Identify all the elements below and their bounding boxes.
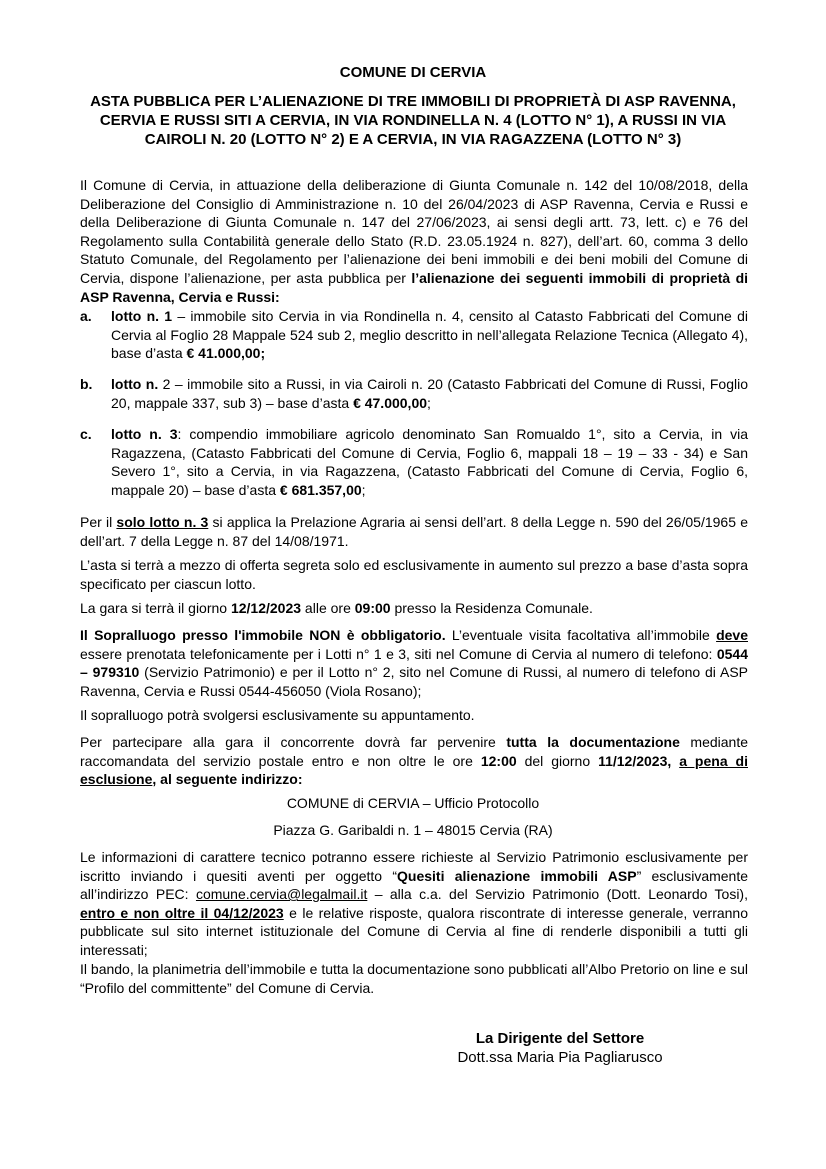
text: si applica la Prelazione Agraria ai sensi dell’art. 8 della Legge n. 590 del 26/05/1965 e dell’art. 7 della Legge n. 87 del 14/08/1971. bbox=[80, 514, 748, 549]
text: e le relative risposte, qualora riscontrate di interesse generale, verranno pubblicate sul sito internet istituzionale del Comune di Cervia al fine di renderle disponibili a tutti gli interessati; bbox=[80, 904, 748, 958]
quesiti-bold: Quesiti alienazione immobili ASP bbox=[397, 867, 637, 884]
bando-paragraph: Il bando, la planimetria dell’immobile e tutta la documentazione sono pubblicati all’Albo Pretorio on line e sul “Profilo del committente” del Comune di Cervia. bbox=[80, 961, 748, 996]
lot3-underline: solo lotto n. 3 bbox=[116, 514, 209, 530]
pena-underline: a pena di esclusione bbox=[80, 752, 748, 788]
lot-end: ; bbox=[361, 481, 366, 498]
text: Le informazioni di carattere tecnico potranno essere richieste al Servizio Patrimonio esclusivamente per iscritto inviando i quesiti aventi per oggetto “ bbox=[80, 849, 748, 884]
pec-email-link[interactable]: comune.cervia@legalmail.it bbox=[195, 886, 368, 903]
lot-price: € 47.000,00 bbox=[353, 394, 428, 411]
prelazione-paragraph bbox=[80, 513, 748, 550]
text bbox=[671, 753, 679, 769]
text: La gara si terrà il giorno bbox=[80, 600, 231, 616]
offerta-paragraph: L’asta si terrà a mezzo di offerta segreta solo ed esclusivamente in aumento sul prezzo a base d’asta sopra specificato per ciascun lotto. bbox=[80, 557, 748, 592]
lot-label: a. bbox=[80, 308, 92, 324]
sopralluogo-paragraph bbox=[80, 626, 748, 700]
text: Per partecipare alla gara il concorrente dovrà far pervenire bbox=[80, 734, 507, 750]
text: essere prenotata telefonicamente per i Lotti n° 1 e 3, siti nel Comune di Cervia al numero di telefono: bbox=[80, 645, 717, 662]
intro-paragraph bbox=[80, 176, 748, 306]
informazioni-paragraph bbox=[80, 848, 748, 960]
gara-time: 09:00 bbox=[354, 600, 391, 616]
text: – alla c.a. del Servizio Patrimonio (Dott. Leonardo Tosi), bbox=[367, 886, 748, 903]
deadline-time: 12:00 bbox=[480, 752, 517, 769]
text: ” esclusivamente all’indirizzo PEC: bbox=[80, 867, 749, 903]
deve-underline: deve bbox=[716, 627, 748, 643]
lot-name: lotto n. 3 bbox=[111, 426, 178, 442]
deadline-underline: entro e non oltre il 04/12/2023 bbox=[80, 904, 284, 921]
lot-description: : compendio immobiliare agricolo denominato San Romualdo 1°, sito a Cervia, in via Ragazzena, (Catasto Fabbricati del Comune di Cervia, Foglio 6, mappali 18 – 19 – 33 - 34) e San Severo 1°, sito a Cervia, in via Ragazzena, (Catasto Fabbricati del Comune di Cervia, Foglio 6, mappale 20) – base d’asta bbox=[111, 426, 749, 498]
lot-item-3 bbox=[80, 425, 748, 499]
lot-item-2 bbox=[80, 375, 748, 412]
text: L’eventuale visita facoltativa all’immobile bbox=[445, 627, 717, 643]
lot-price: € 41.000,00; bbox=[186, 345, 266, 362]
sopralluogo-bold: Il Sopralluogo presso l'immobile NON è obbligatorio. bbox=[80, 627, 446, 643]
address-line-1: COMUNE di CERVIA – Ufficio Protocollo bbox=[286, 795, 540, 811]
page-title: COMUNE DI CERVIA bbox=[339, 64, 487, 81]
lot-item-1 bbox=[80, 307, 748, 363]
lot-price: € 681.357,00 bbox=[279, 481, 362, 498]
phone-number: 0544 – 979310 bbox=[80, 645, 748, 681]
text: mediante raccomandata del servizio postale entro e non oltre le ore bbox=[80, 734, 749, 769]
signature-role: La Dirigente del Settore bbox=[475, 1030, 645, 1047]
lot-name: lotto n. bbox=[111, 376, 159, 392]
lot-description: – immobile sito Cervia in via Rondinella n. 4, censito al Catasto Fabbricati del Comune di Cervia al Foglio 28 Mappale 524 sub 2, meglio descritto in nell’allegata Relazione Tecnica (Allegato 4), base d’asta bbox=[111, 308, 748, 362]
text: (Servizio Patrimonio) e per il Lotto n° 2, sito nel Comune di Russi, al numero di telefono di ASP Ravenna, Cervia e Russi 0544-456050 (Viola Rosano); bbox=[80, 664, 748, 699]
appuntamento-paragraph: Il sopralluogo potrà svolgersi esclusivamente su appuntamento. bbox=[80, 707, 475, 723]
signature-name: Dott.ssa Maria Pia Pagliarusco bbox=[457, 1049, 663, 1066]
text: alle ore bbox=[301, 600, 355, 616]
lot-label: b. bbox=[80, 376, 93, 392]
auction-heading: ASTA PUBBLICA PER L’ALIENAZIONE DI TRE IMMOBILI DI PROPRIETÀ DI ASP RAVENNA, CERVIA E RUSSI SITI A CERVIA, IN VIA RONDINELLA N. 4 (LOTTO N° 1), A RUSSI IN VIA CAIROLI N. 20 (LOTTO N° 2) E A CERVIA, IN VIA RAGAZZENA (LOTTO N° 3) bbox=[90, 93, 736, 148]
address-line-2: Piazza G. Garibaldi n. 1 – 48015 Cervia (RA) bbox=[273, 822, 553, 838]
lot-name: lotto n. 1 bbox=[111, 308, 173, 324]
intro-text: Il Comune di Cervia, in attuazione della deliberazione di Giunta Comunale n. 142 del 10/08/2018, della Deliberazione del Consiglio di Amministrazione n. 10 del 26/04/2023 di ASP Ravenna, Cervia e Russi e della Deliberazione di Giunta Comunale n. 147 del 27/06/2023, ai sensi degli artt. 73, lett. c) e 76 del Regolamento sulla Contabilità generale dello Stato (R.D. 23.05.1924 n. 827), dell’art. 60, comma 3 dello Statuto Comunale, del Regolamento per l’alienazione dei beni immobili e dei beni mobili del Comune di Cervia, dispone l’alienazione, per asta pubblica per bbox=[80, 177, 748, 286]
text: presso la Residenza Comunale. bbox=[390, 600, 593, 616]
deadline-date: 11/12/2023, bbox=[598, 752, 672, 769]
lot-description: 2 – immobile sito a Russi, in via Cairoli n. 20 (Catasto Fabbricati del Comune di Russi, Foglio 20, mappale 337, sub 3) – base d’asta bbox=[111, 376, 749, 411]
text: del giorno bbox=[516, 752, 599, 769]
gara-date: 12/12/2023 bbox=[230, 600, 302, 616]
text: Per il bbox=[80, 514, 117, 530]
partecipare-paragraph bbox=[80, 733, 748, 789]
text: , al seguente indirizzo: bbox=[152, 771, 303, 788]
lot-end: ; bbox=[427, 394, 431, 411]
lot-label: c. bbox=[80, 426, 92, 442]
gara-paragraph bbox=[80, 599, 748, 618]
intro-bold: l’alienazione dei seguenti immobili di proprietà di ASP Ravenna, Cervia e Russi: bbox=[80, 269, 749, 305]
documentazione-bold: tutta la documentazione bbox=[506, 734, 680, 750]
